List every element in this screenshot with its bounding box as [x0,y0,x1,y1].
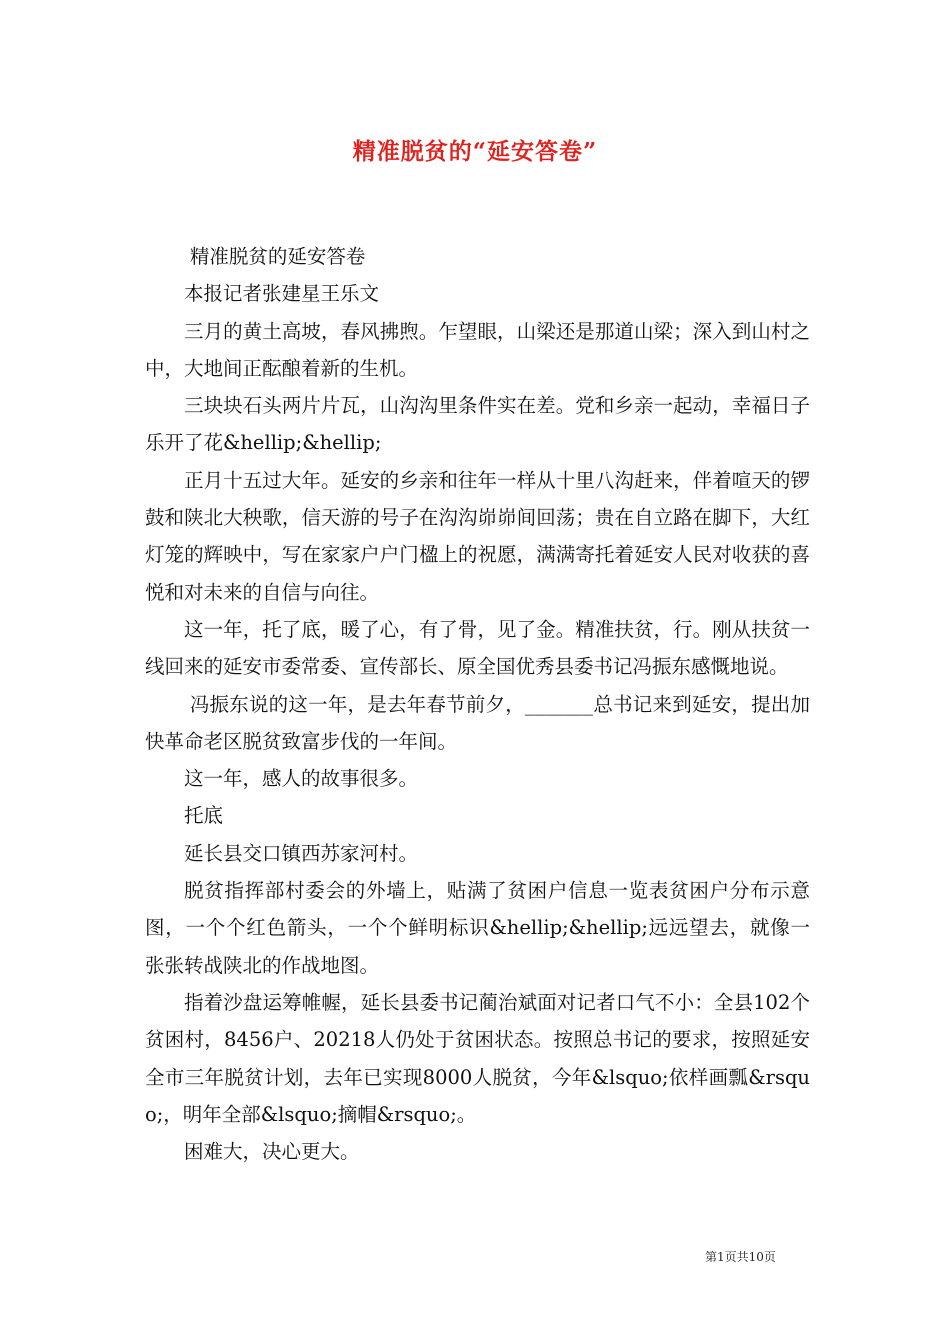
paragraph: 冯振东说的这一年，是去年春节前夕，_______总书记来到延安，提出加快革命老区脱贫致富步伐的一年间。 [145,692,810,753]
document-title: 精准脱贫的“延安答卷” [352,138,598,165]
paragraph: 三块块石头两片片瓦，山沟沟里条件实在差。党和乡亲一起动，幸福日子乐开了花&hellip;&hellip; [145,394,810,455]
document-body [145,238,810,1170]
paragraph: 这一年，感人的故事很多。 [184,767,419,791]
paragraph: 这一年，托了底，暖了心，有了骨，见了金。精准扶贫，行。刚从扶贫一线回来的延安市委常委、宣传部长、原全国优秀县委书记冯振东感慨地说。 [145,617,810,679]
paragraph-subtitle: 精准脱贫的延安答卷 [189,245,366,268]
page-number: 第1页共10页 [705,1250,776,1264]
paragraph: 三月的黄土高坡，春风拂煦。乍望眼，山梁还是那道山梁；深入到山村之中，大地间正酝酿着新的生机。 [145,319,810,380]
paragraph: 正月十五过大年。延安的乡亲和往年一样从十里八沟赶来，伴着喧天的锣鼓和陕北大秧歌，信天游的号子在沟沟峁峁间回荡；贵在自立路在脚下，大红灯笼的辉映中，写在家家户户门楹上的祝愿，满满寄托着延安人民对收获的喜悦和对未来的自信与向往。 [145,468,810,604]
section-heading: 托底 [184,804,224,828]
paragraph: 延长县交口镇西苏家河村。 [184,841,419,865]
paragraph-byline: 本报记者张建星王乐文 [184,282,380,306]
paragraph: 指着沙盘运筹帷幄，延长县委书记蔺治斌面对记者口气不小：全县102个贫困村，8456户、20218人仍处于贫困状态。按照总书记的要求，按照延安全市三年脱贫计划，去年已实现8000人脱贫，今年&lsquo;依样画瓢&rsquo;，明年全部&lsquo;摘帽&rsquo;。 [145,990,810,1126]
paragraph: 脱贫指挥部村委会的外墙上，贴满了贫困户信息一览表贫困户分布示意图，一个个红色箭头，一个个鲜明标识&hellip;&hellip;远远望去，就像一张张转战陕北的作战地图。 [145,879,810,977]
paragraph: 困难大，决心更大。 [184,1140,360,1164]
